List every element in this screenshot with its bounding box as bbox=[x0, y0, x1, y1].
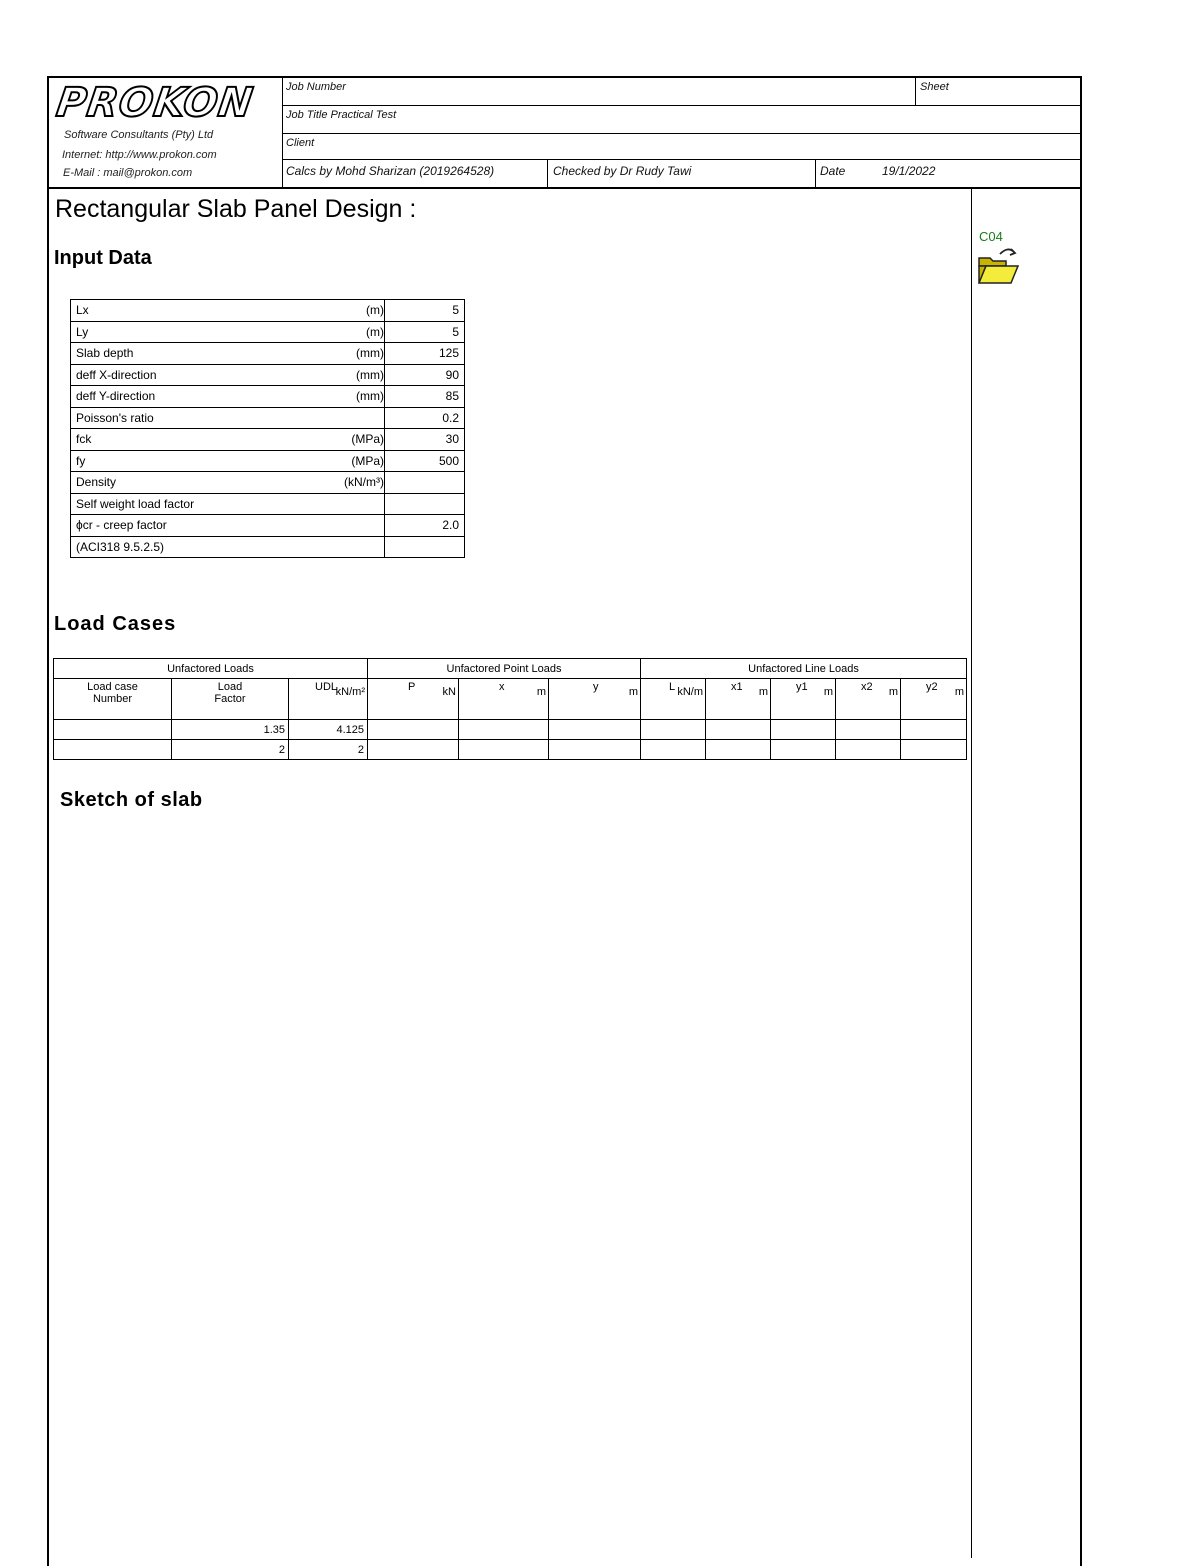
col-unit: m bbox=[954, 686, 964, 698]
cell-empty[interactable] bbox=[836, 720, 901, 740]
input-data-table bbox=[70, 299, 465, 558]
input-value[interactable]: 2.0 bbox=[385, 515, 465, 537]
group-line-loads: Unfactored Line Loads bbox=[641, 659, 967, 679]
cell-empty[interactable] bbox=[901, 720, 967, 740]
table-row bbox=[54, 720, 967, 740]
col-unit: m bbox=[536, 686, 546, 698]
checked-by: Checked by Dr Rudy Tawi bbox=[553, 164, 692, 178]
col-x bbox=[459, 679, 549, 720]
company-name: Software Consultants (Pty) Ltd bbox=[64, 129, 214, 141]
cell-empty[interactable] bbox=[641, 720, 706, 740]
date-value: 19/1/2022 bbox=[882, 164, 936, 178]
sheet-label: Sheet bbox=[920, 81, 949, 93]
job-title: Job Title Practical Test bbox=[286, 109, 397, 121]
input-value[interactable]: 500 bbox=[385, 450, 465, 472]
cell-empty[interactable] bbox=[771, 740, 836, 760]
col-label: y2 bbox=[926, 681, 938, 693]
folder-open-icon[interactable] bbox=[976, 246, 1022, 291]
input-unit bbox=[317, 493, 385, 515]
input-label: Density bbox=[71, 472, 317, 494]
load-cases-table bbox=[53, 658, 967, 760]
input-unit: (m) bbox=[317, 300, 385, 322]
col-x2 bbox=[836, 679, 901, 720]
input-label: deff X-direction bbox=[71, 364, 317, 386]
header-divider bbox=[915, 78, 916, 106]
input-label: Poisson's ratio bbox=[71, 407, 317, 429]
col-label: x bbox=[499, 681, 505, 693]
cell-empty[interactable] bbox=[901, 740, 967, 760]
col-udl bbox=[289, 679, 368, 720]
input-label: ϕcr - creep factor bbox=[71, 515, 317, 537]
cell-udl[interactable]: 2 bbox=[289, 740, 368, 760]
cell-empty[interactable] bbox=[771, 720, 836, 740]
group-unfactored-loads: Unfactored Loads bbox=[54, 659, 368, 679]
input-row bbox=[71, 472, 465, 494]
col-label: x1 bbox=[731, 681, 743, 693]
header-divider bbox=[547, 159, 548, 188]
company-email: E-Mail : mail@prokon.com bbox=[63, 167, 193, 179]
job-number-label: Job Number bbox=[286, 81, 346, 93]
input-row bbox=[71, 300, 465, 322]
col-unit: m bbox=[888, 686, 898, 698]
col-label: y1 bbox=[796, 681, 808, 693]
input-unit: (m) bbox=[317, 321, 385, 343]
input-label: fy bbox=[71, 450, 317, 472]
input-value[interactable]: 5 bbox=[385, 321, 465, 343]
col-unit: m bbox=[823, 686, 833, 698]
input-value[interactable]: 30 bbox=[385, 429, 465, 451]
input-unit: (MPa) bbox=[317, 429, 385, 451]
input-row bbox=[71, 536, 465, 558]
input-row bbox=[71, 450, 465, 472]
date-label: Date bbox=[820, 164, 846, 178]
input-value[interactable] bbox=[385, 472, 465, 494]
input-unit bbox=[317, 536, 385, 558]
col-label: P bbox=[408, 681, 416, 693]
input-unit bbox=[317, 407, 385, 429]
input-unit: (mm) bbox=[317, 364, 385, 386]
cell-empty[interactable] bbox=[368, 740, 459, 760]
input-row bbox=[71, 364, 465, 386]
col-label: Load Factor bbox=[214, 681, 246, 705]
group-point-loads: Unfactored Point Loads bbox=[368, 659, 641, 679]
col-y1 bbox=[771, 679, 836, 720]
input-label: Self weight load factor bbox=[71, 493, 317, 515]
input-row bbox=[71, 386, 465, 408]
input-label: Lx bbox=[71, 300, 317, 322]
sketch-heading: Sketch of slab bbox=[60, 789, 203, 811]
col-l bbox=[641, 679, 706, 720]
cell-empty[interactable] bbox=[459, 740, 549, 760]
cell-factor[interactable]: 1.35 bbox=[172, 720, 289, 740]
cell-empty[interactable] bbox=[459, 720, 549, 740]
col-y2 bbox=[901, 679, 967, 720]
calc-code: C04 bbox=[979, 229, 1003, 244]
input-data-heading: Input Data bbox=[54, 247, 152, 269]
input-unit: (mm) bbox=[317, 386, 385, 408]
col-label: Load case Number bbox=[87, 681, 138, 705]
cell-udl[interactable]: 4.125 bbox=[289, 720, 368, 740]
input-value[interactable]: 0.2 bbox=[385, 407, 465, 429]
input-value[interactable]: 5 bbox=[385, 300, 465, 322]
col-label: UDL bbox=[315, 681, 338, 693]
input-unit: (mm) bbox=[317, 343, 385, 365]
load-cases-heading: Load Cases bbox=[54, 613, 177, 635]
input-label: deff Y-direction bbox=[71, 386, 317, 408]
cell-empty[interactable] bbox=[836, 740, 901, 760]
cell-empty[interactable] bbox=[549, 740, 641, 760]
col-unit: kN/m² bbox=[335, 686, 365, 698]
col-unit: kN bbox=[442, 686, 456, 698]
col-p bbox=[368, 679, 459, 720]
input-value[interactable]: 90 bbox=[385, 364, 465, 386]
input-value[interactable]: 85 bbox=[385, 386, 465, 408]
header-divider bbox=[815, 159, 816, 188]
margin-divider bbox=[971, 188, 972, 1558]
input-row bbox=[71, 321, 465, 343]
col-unit: kN/m bbox=[677, 686, 703, 698]
col-label: x2 bbox=[861, 681, 873, 693]
prokon-logo: PROKON bbox=[53, 80, 257, 126]
input-label: Slab depth bbox=[71, 343, 317, 365]
input-row bbox=[71, 429, 465, 451]
table-row bbox=[54, 740, 967, 760]
input-row bbox=[71, 343, 465, 365]
company-internet: Internet: http://www.prokon.com bbox=[62, 149, 217, 161]
cell-empty[interactable] bbox=[368, 720, 459, 740]
input-label: (ACI318 9.5.2.5) bbox=[71, 536, 317, 558]
cell-factor[interactable]: 2 bbox=[172, 740, 289, 760]
header-divider bbox=[282, 159, 1082, 160]
cell-empty[interactable] bbox=[549, 720, 641, 740]
cell-empty[interactable] bbox=[706, 720, 771, 740]
cell-empty[interactable] bbox=[641, 740, 706, 760]
input-label: fck bbox=[71, 429, 317, 451]
col-label: L bbox=[669, 681, 676, 693]
col-label: y bbox=[593, 681, 599, 693]
input-row bbox=[71, 493, 465, 515]
input-value[interactable] bbox=[385, 536, 465, 558]
col-x1 bbox=[706, 679, 771, 720]
col-unit: m bbox=[628, 686, 638, 698]
cell-case[interactable] bbox=[54, 740, 172, 760]
client-label: Client bbox=[286, 137, 315, 149]
input-value[interactable]: 125 bbox=[385, 343, 465, 365]
input-row bbox=[71, 515, 465, 537]
header-divider bbox=[282, 105, 1082, 106]
header-divider bbox=[282, 133, 1082, 134]
input-unit bbox=[317, 515, 385, 537]
col-y bbox=[549, 679, 641, 720]
input-label: Ly bbox=[71, 321, 317, 343]
input-unit: (MPa) bbox=[317, 450, 385, 472]
col-load-factor bbox=[172, 679, 289, 720]
calcs-by: Calcs by Mohd Sharizan (2019264528) bbox=[286, 164, 495, 178]
input-value[interactable] bbox=[385, 493, 465, 515]
cell-case[interactable] bbox=[54, 720, 172, 740]
cell-empty[interactable] bbox=[706, 740, 771, 760]
input-row bbox=[71, 407, 465, 429]
col-unit: m bbox=[758, 686, 768, 698]
header-divider bbox=[48, 187, 1082, 189]
page-title: Rectangular Slab Panel Design : bbox=[55, 195, 417, 223]
col-load-case bbox=[54, 679, 172, 720]
input-unit: (kN/m³) bbox=[317, 472, 385, 494]
